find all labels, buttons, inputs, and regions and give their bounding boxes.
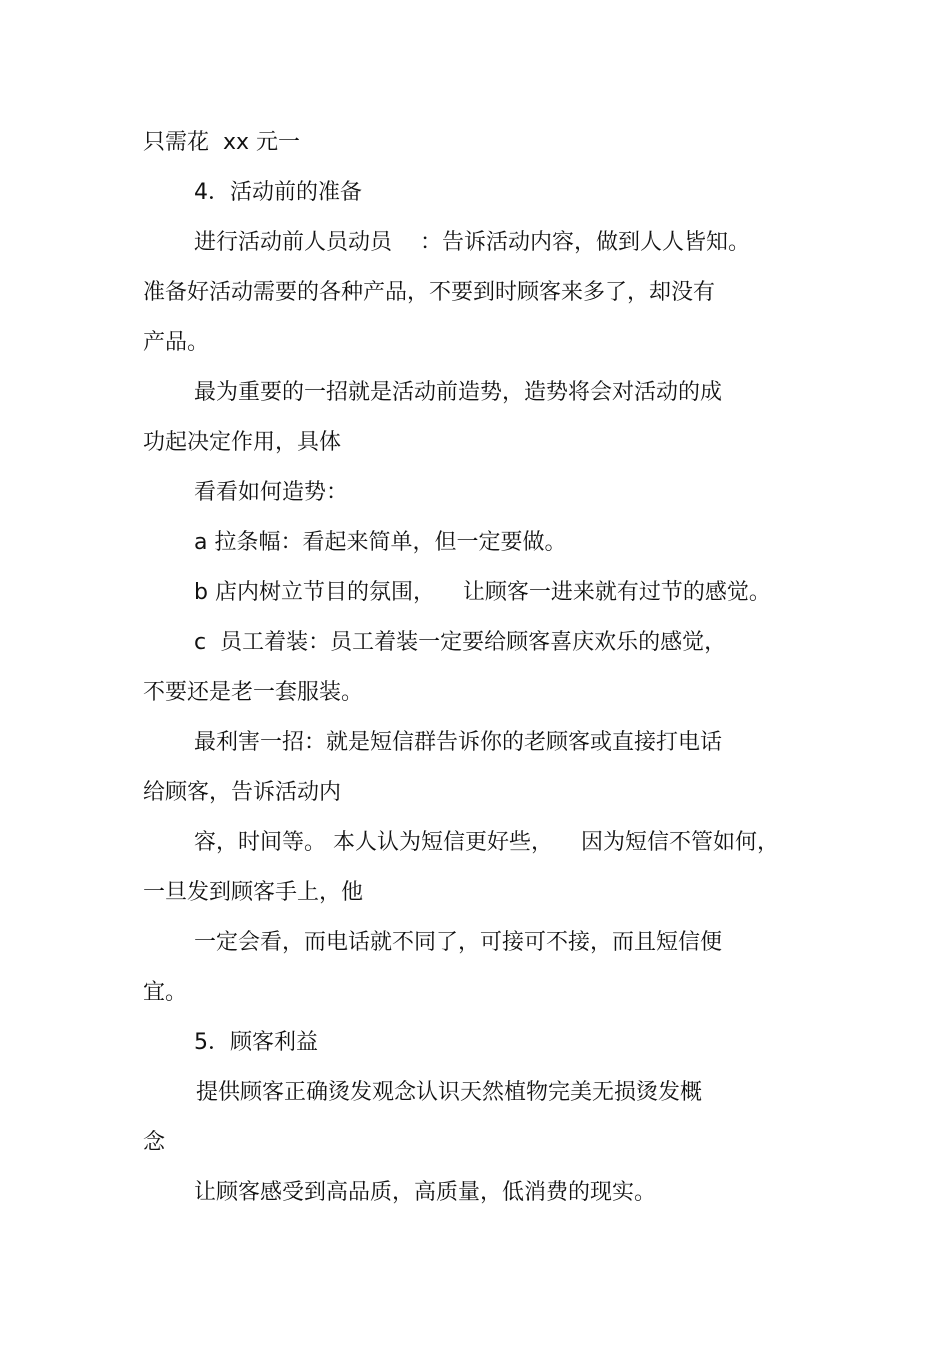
text-line-13: 最利害一招：就是短信群告诉你的老顾客或直接打电话 — [194, 730, 723, 755]
text-line-17: 一定会看，而电话就不同了，可接可不接，而且短信便 — [194, 930, 723, 955]
list-item-c: c 员工着装：员工着装一定要给顾客喜庆欢乐的感觉， — [194, 630, 727, 655]
text-line-12: 不要还是老一套服装。 — [143, 680, 364, 705]
section-heading-4: 4．活动前的准备 — [194, 180, 362, 205]
text-line-1: 只需花 xx 元一 — [143, 130, 301, 155]
text-line-21: 念 — [143, 1130, 166, 1155]
text-line-14: 给顾客，告诉活动内 — [143, 780, 342, 805]
list-item-a: a 拉条幅：看起来简单，但一定要做。 — [194, 530, 567, 555]
text-line-16: 一旦发到顾客手上，他 — [143, 880, 364, 905]
text-line-22: 让顾客感受到高品质，高质量，低消费的现实。 — [194, 1180, 657, 1205]
section-heading-5: 5．顾客利益 — [194, 1030, 318, 1055]
list-item-b: b 店内树立节目的氛围， 让顾客一进来就有过节的感觉。 — [194, 580, 771, 605]
text-line-6: 最为重要的一招就是活动前造势，造势将会对活动的成 — [194, 380, 723, 405]
text-line-7: 功起决定作用，具体 — [143, 430, 342, 455]
text-line-8: 看看如何造势： — [194, 480, 349, 505]
text-line-3: 进行活动前人员动员 ：告诉活动内容，做到人人皆知。 — [194, 230, 750, 255]
text-line-15: 容，时间等。 本人认为短信更好些， 因为短信不管如何， — [194, 830, 779, 855]
text-line-20: 提供顾客正确烫发观念认识天然植物完美无损烫发概 — [196, 1080, 703, 1105]
text-line-4: 准备好活动需要的各种产品，不要到时顾客来多了，却没有 — [143, 280, 716, 305]
text-line-5: 产品。 — [143, 330, 210, 355]
text-line-18: 宜。 — [143, 980, 188, 1005]
